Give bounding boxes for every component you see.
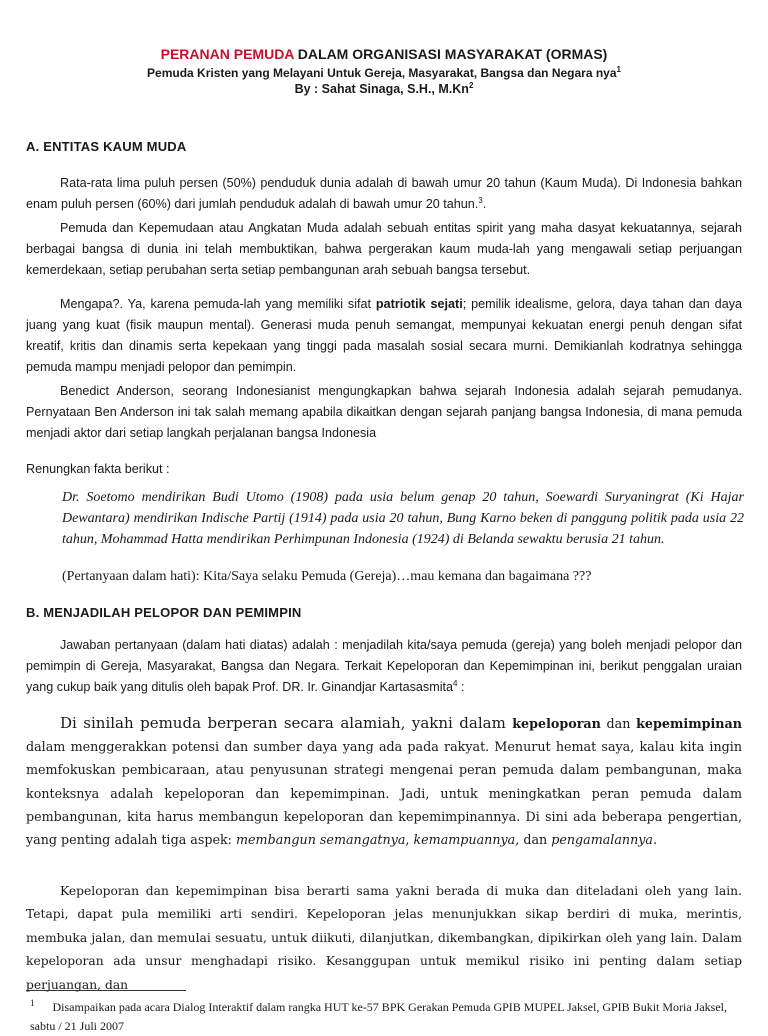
footnote-divider	[26, 990, 186, 991]
quote-text: .	[653, 832, 658, 848]
block-quote: Kepeloporan dan kepemimpinan bisa berarti sama yakni berada di muka dan diteladani oleh yang lain. Tetapi, dapat pula memiliki arti sendiri. Kepeloporan jelas menunjukkan sikap berdiri di muka, merintis, membuka jalan, dan memulai sesuatu, untuk diikuti, dilanjutkan, dikembangkan, dipikirkan oleh yang lain. Dalam kepeloporan ada unsur menghadapi risiko. Kesanggupan untuk memikul risiko ini penting dalam setiap perjuangan, dan	[26, 884, 742, 992]
facts-quote: Dr. Soetomo mendirikan Budi Utomo (1908) pada usia belum genap 20 tahun, Soewardi Suryaningrat (Ki Hajar Dewantara) mendirikan Indische Partij (1914) pada usia 20 tahun, Bung Karno beken di panggung politik pada usia 22 tahun, Mohammad Hatta mendirikan Perhimpunan Indonesia (1924) di Belanda sewaktu berusia 21 tahun.	[62, 490, 744, 547]
section-b-heading: B. MENJADILAH PELOPOR DAN PEMIMPIN	[26, 605, 302, 620]
quote-text: dan	[600, 716, 637, 731]
subtitle-text: Pemuda Kristen yang Melayani Untuk Gereja, Masyarakat, Bangsa dan Negara nya	[147, 66, 617, 80]
paragraph-end: .	[482, 197, 487, 211]
section-a-heading: A. ENTITAS KAUM MUDA	[26, 139, 187, 154]
document-subtitle	[0, 66, 768, 80]
reflect-prompt: Renungkan fakta berikut :	[26, 462, 170, 476]
paragraph: Pemuda dan Kepemudaan atau Angkatan Muda adalah sebuah entitas spirit yang maha dasyat kekuatannya, sejarah berbagai bangsa di dunia ini telah membuktikan, bahwa pergerakan kaum muda-lah yang mengawali setiap perjuangan kemerdekaan, setiap perubahan serta setiap pembangunan arah sebuah bangsa tersebut.	[26, 221, 742, 277]
document-title	[0, 46, 768, 62]
italic-text: pengamalannya	[551, 832, 653, 848]
paragraph-text: Rata-rata lima puluh persen (50%) penduduk dunia adalah di bawah umur 20 tahun (Kaum Muda). Di Indonesia bahkan enam puluh persen (60%) dari jumlah penduduk adalah di bawah umur 20 tahun.	[26, 176, 742, 211]
quote-text: Di sinilah pemuda berperan secara alamiah, yakni dalam	[60, 714, 513, 732]
paragraph	[26, 635, 742, 698]
paragraph: Benedict Anderson, seorang Indonesianist mengungkapkan bahwa sejarah Indonesia adalah sejarah pemudanya. Pernyataan Ben Anderson ini tak salah memang apabila dikaitkan dengan sejarah panjang bangsa Indonesia, di mana pemuda menjadi aktor dari setiap langkah perjalanan bangsa Indonesia	[26, 384, 742, 440]
emphasis-text: patriotik sejati	[375, 297, 463, 311]
paragraph-text: Jawaban pertanyaan (dalam hati diatas) adalah : menjadilah kita/saya pemuda (gereja) yang boleh menjadi pelopor dan pemimpin di Gereja, Masyarakat, Bangsa dan Negara. Terkait Kepeloporan dan Kepemimpinan ini, berikut penggalan uraian yang cukup baik yang ditulis oleh bapak Prof. DR. Ir. Ginandjar Kartasasmita	[26, 638, 742, 694]
footnote-ref: 3	[478, 195, 483, 205]
footnote-ref: 1	[616, 65, 621, 74]
paragraph-text: Mengapa?. Ya, karena pemuda-lah yang memiliki sifat	[60, 297, 376, 311]
author-byline	[0, 82, 768, 96]
italic-text: kemampuannya	[413, 832, 516, 848]
footnote	[30, 994, 746, 1036]
quote-text: dalam menggerakkan potensi dan sumber daya yang ada pada rakyat. Menurut hemat saya, kalau kita ingin memfokuskan pembicaraan, atau penyusunan strategi mengenai peran pemuda dalam pembangunan, maka konteksnya adalah kepeloporan dan kepemimpinan. Jadi, untuk meningkatkan peran pemuda dalam pembangunan, kita harus membangun kepeloporan dan kepemimpinannya. Di sini ada beberapa pengertian, yang penting adalah tiga aspek:	[26, 739, 742, 848]
title-rest: DALAM ORGANISASI MASYARAKAT (ORMAS)	[293, 46, 608, 62]
emphasis-text: kepeloporan	[512, 716, 601, 731]
footnote-number: 1	[30, 998, 35, 1008]
footnote-ref: 4	[453, 678, 458, 688]
block-quote	[26, 712, 742, 851]
footnote-ref: 2	[468, 80, 474, 90]
italic-text: membangun semangatnya	[236, 832, 406, 848]
quote-text: , dan	[515, 832, 552, 848]
byline-text: By : Sahat Sinaga, S.H., M.Kn	[294, 82, 469, 96]
paragraph	[26, 173, 742, 215]
paragraph-end: :	[457, 680, 465, 694]
title-highlight: PERANAN PEMUDA	[160, 46, 294, 62]
paragraph	[26, 294, 742, 378]
paragraph-text: ; pemilik idealisme, gelora, daya tahan dan daya juang yang kuat (fisik maupun mental). Generasi muda penuh semangat, mempunyai kekuatan energi penuh dengan sifat kreatif, kritis dan dinamis serta kepekaan yang tinggi pada masalah sosial secara murni. Demikianlah kodratnya sehingga pemuda mampu menjadi pelopor dan pemimpin.	[26, 297, 742, 374]
footnote-text: Disampaikan pada acara Dialog Interaktif dalam rangka HUT ke-57 BPK Gerakan Pemuda GPIB MUPEL Jaksel, GPIB Bukit Moria Jaksel, sabtu / 21 Juli 2007	[30, 1000, 728, 1033]
quote-text: ,	[405, 832, 414, 848]
question-line: (Pertanyaan dalam hati): Kita/Saya selaku Pemuda (Gereja)…mau kemana dan bagaimana ???	[62, 569, 592, 584]
emphasis-text: kepemimpinan	[636, 716, 742, 731]
